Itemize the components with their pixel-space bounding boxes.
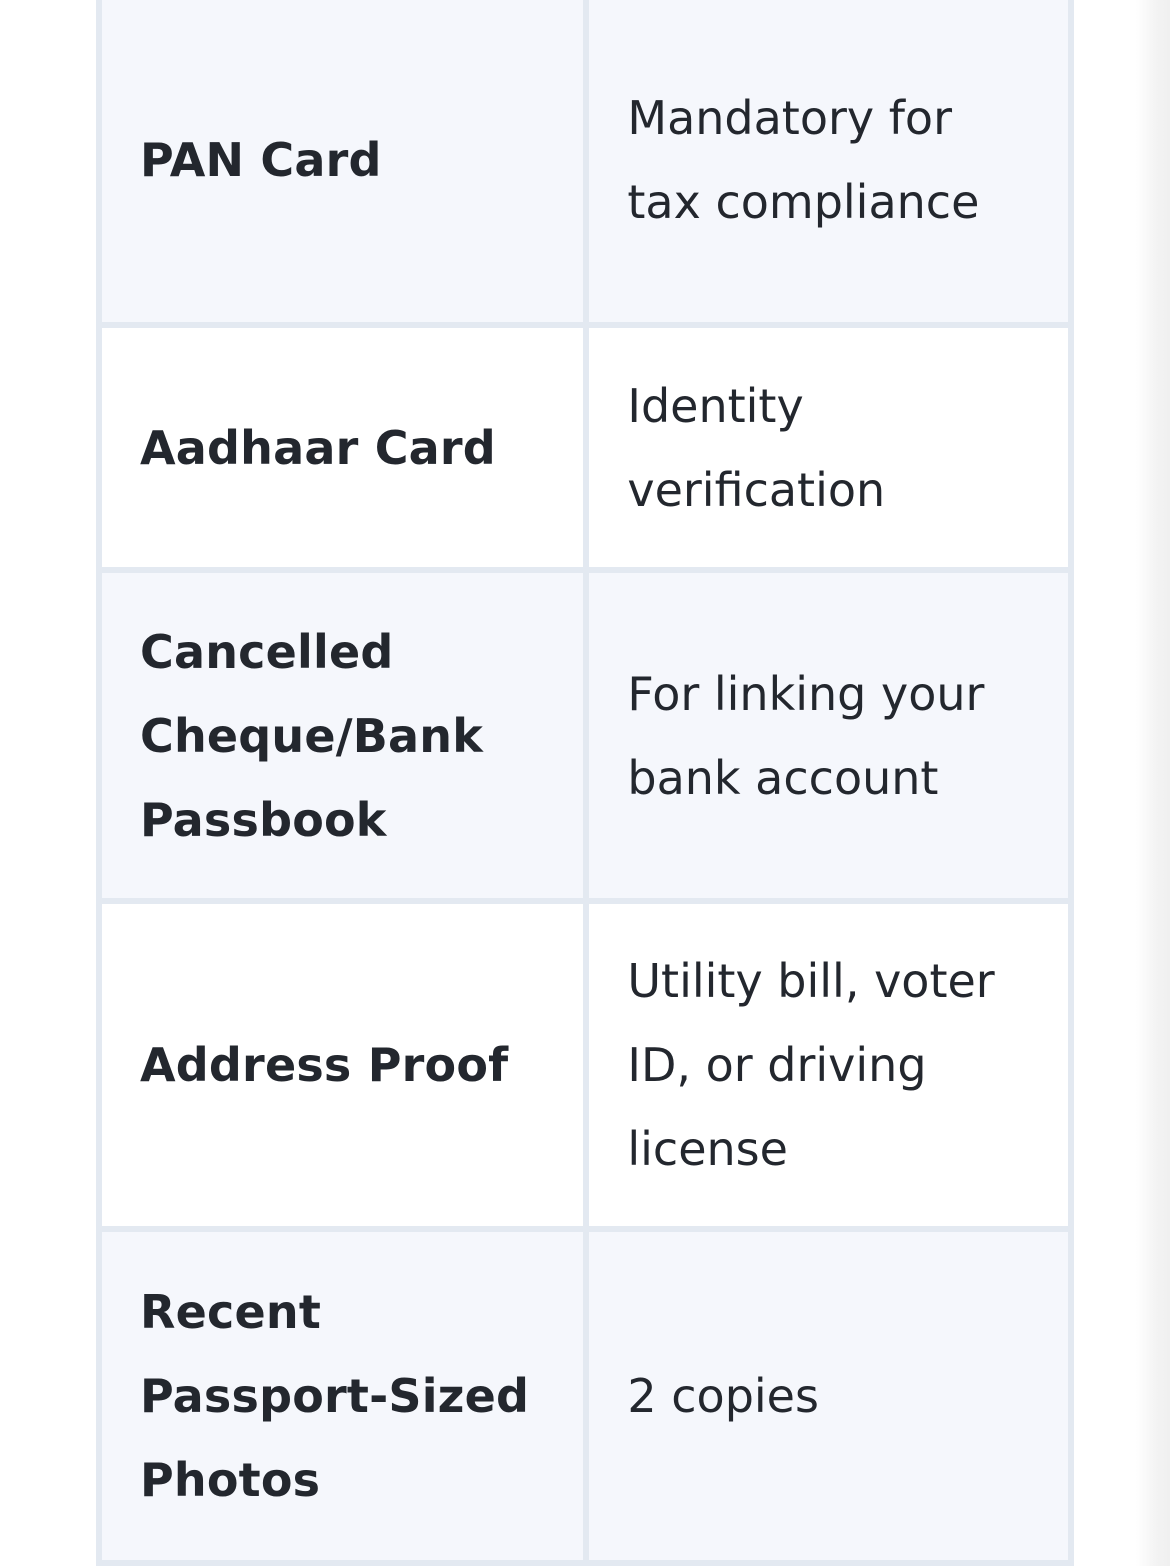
document-name: PAN Card <box>102 0 583 322</box>
document-purpose: Utility bill, voter ID, or driving license <box>589 904 1068 1226</box>
document-name: Address Proof <box>102 904 583 1226</box>
table-row <box>102 573 1068 898</box>
table-row <box>102 328 1068 567</box>
table-row <box>102 1232 1068 1560</box>
document-name: Aadhaar Card <box>102 328 583 567</box>
scroll-edge-shadow <box>1136 0 1170 1566</box>
document-purpose: Identity verification <box>589 328 1068 567</box>
table-row <box>102 904 1068 1226</box>
document-name: Recent Passport-Sized Photos <box>102 1232 583 1560</box>
document-purpose: Mandatory for tax compliance <box>589 0 1068 322</box>
table-row <box>102 0 1068 322</box>
documents-table <box>96 0 1074 1566</box>
document-name: Cancelled Cheque/Bank Passbook <box>102 573 583 898</box>
document-purpose: For linking your bank account <box>589 573 1068 898</box>
document-purpose: 2 copies <box>589 1232 1068 1560</box>
